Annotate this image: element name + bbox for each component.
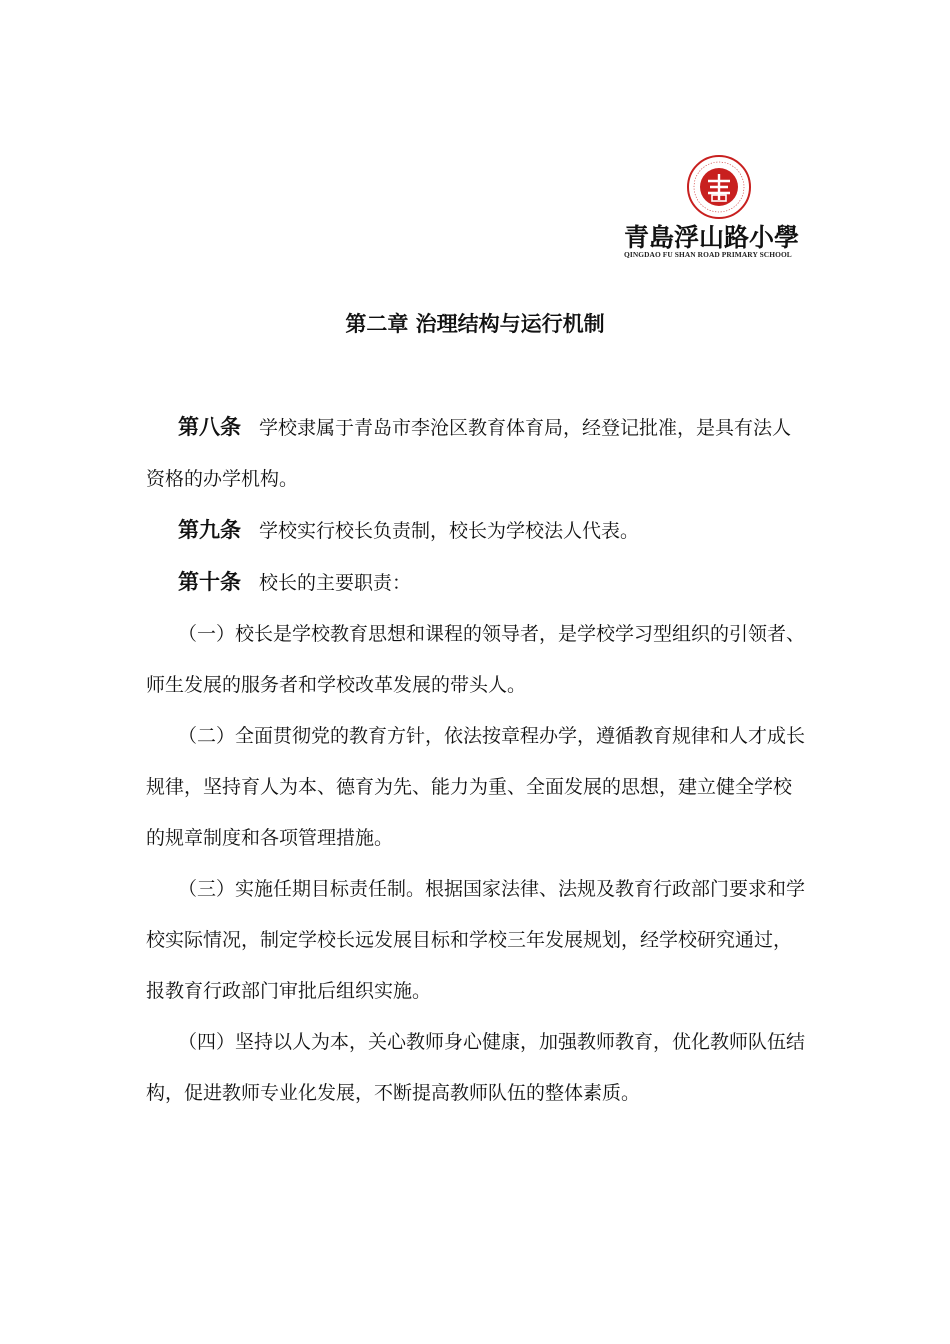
school-name-en: QINGDAO FU SHAN ROAD PRIMARY SCHOOL bbox=[624, 250, 792, 259]
clause-2: （二）全面贯彻党的教育方针，依法按章程办学，遵循教育规律和人才成长规律，坚持育人为本、德育为先、能力为重、全面发展的思想，建立健全学校的规章制度和各项管理措施。 bbox=[146, 725, 806, 849]
article-heading: 第十条 bbox=[178, 570, 241, 594]
school-logo bbox=[620, 148, 820, 263]
chapter-title: 第二章 治理结构与运行机制 bbox=[345, 312, 605, 336]
document-body bbox=[146, 402, 806, 1119]
article-text: 学校实行校长负责制，校长为学校法人代表。 bbox=[259, 520, 640, 542]
article-10 bbox=[146, 557, 806, 609]
clause-3: （三）实施任期目标责任制。根据国家法律、法规及教育行政部门要求和学校实际情况，制定学校长远发展目标和学校三年发展规划，经学校研究通过，报教育行政部门审批后组织实施。 bbox=[146, 878, 806, 1002]
article-heading: 第九条 bbox=[178, 518, 241, 542]
clause-1: （一）校长是学校教育思想和课程的领导者，是学校学习型组织的引领者、师生发展的服务者和学校改革发展的带头人。 bbox=[146, 623, 806, 696]
article-text: 学校隶属于青岛市李沧区教育体育局，经登记批准，是具有法人资格的办学机构。 bbox=[146, 417, 792, 490]
article-text: 校长的主要职责： bbox=[259, 572, 412, 594]
article-heading: 第八条 bbox=[178, 415, 241, 439]
article-9 bbox=[146, 505, 806, 557]
article-8 bbox=[146, 402, 806, 505]
school-name-cn: 青島浮山路小學 bbox=[624, 223, 800, 252]
school-seal-icon bbox=[686, 154, 752, 220]
clause-4: （四）坚持以人为本，关心教师身心健康，加强教师教育，优化教师队伍结构，促进教师专业化发展，不断提高教师队伍的整体素质。 bbox=[146, 1031, 806, 1104]
